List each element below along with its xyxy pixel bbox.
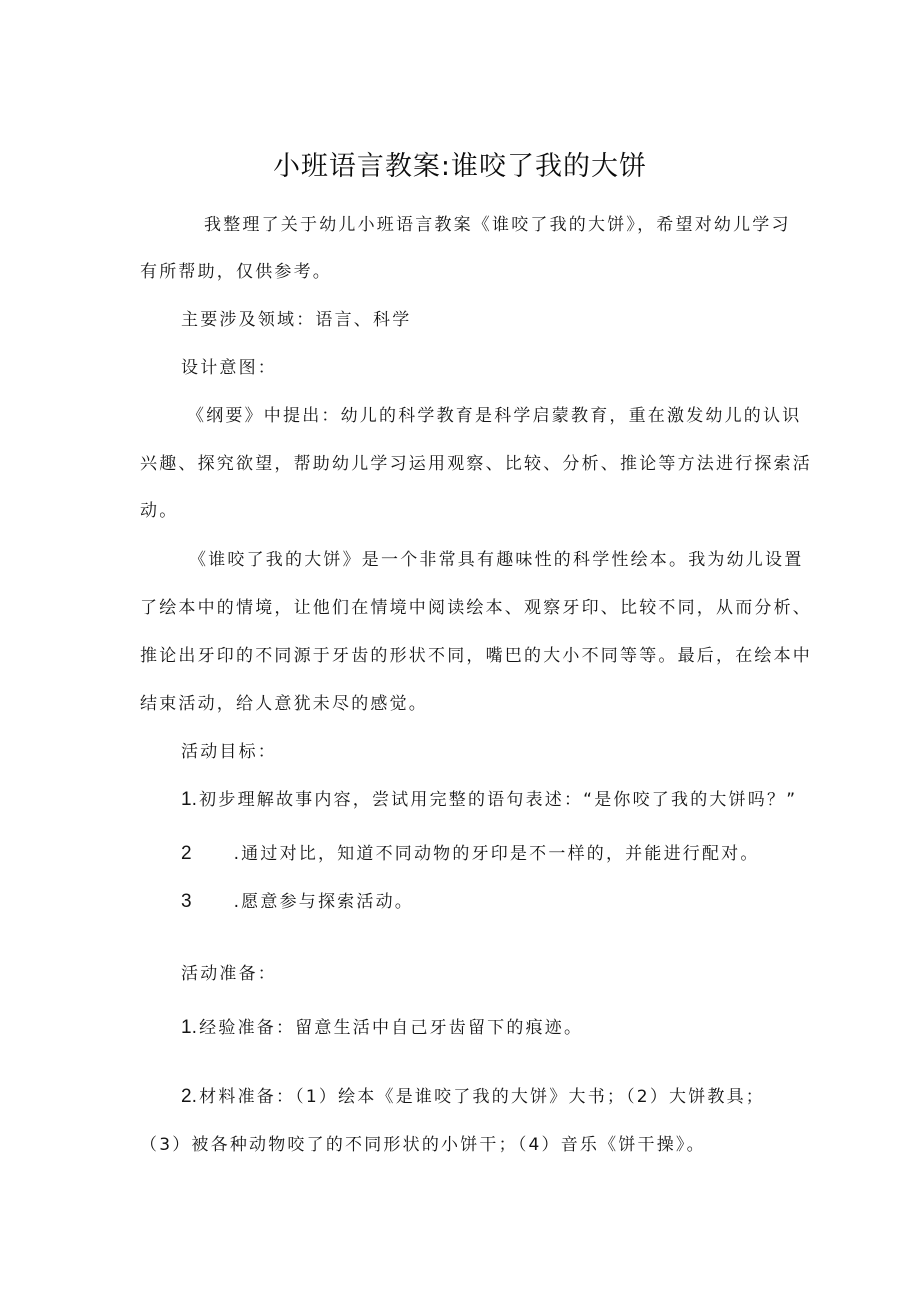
- goal-1-number: 1: [181, 789, 192, 810]
- intro-line-2: 有所帮助，仅供参考。: [140, 262, 332, 282]
- goal-3-text: .愿意参与探索活动。: [233, 892, 414, 912]
- domain-line: 主要涉及领域：语言、科学: [181, 310, 412, 330]
- design-heading: 设计意图：: [181, 358, 277, 378]
- document-title: 小班语言教案:谁咬了我的大饼: [272, 151, 648, 182]
- goal-3-number: 3: [181, 891, 192, 912]
- goal-item-2: [181, 839, 760, 865]
- paragraph-2-line-2: 了绘本中的情境，让他们在情境中阅读绘本、观察牙印、比较不同，从而分析、: [140, 598, 812, 618]
- goal-1-text: .初步理解故事内容，尝试用完整的语句表述：“是你咬了我的大饼吗？”: [191, 790, 798, 810]
- paragraph-2-line-1: 《谁咬了我的大饼》是一个非常具有趣味性的科学性绘本。我为幼儿设置: [189, 550, 804, 570]
- paragraph-1-line-1: 《纲要》中提出：幼儿的科学教育是科学启蒙教育，重在激发幼儿的认识: [187, 406, 802, 426]
- goal-2-text: .通过对比，知道不同动物的牙印是不一样的，并能进行配对。: [233, 844, 760, 864]
- prep-item-2: [181, 1082, 765, 1108]
- prep-1-text: .经验准备：留意生活中自己牙齿留下的痕迹。: [191, 1018, 584, 1038]
- goal-2-number: 2: [181, 843, 192, 864]
- prep-2-text: .材料准备：（1）绘本《是谁咬了我的大饼》大书；（2）大饼教具；: [191, 1087, 766, 1107]
- prep-heading: 活动准备：: [181, 964, 277, 984]
- prep-item-1: [181, 1013, 583, 1039]
- paragraph-2-line-4: 结束活动，给人意犹未尽的感觉。: [140, 694, 428, 714]
- prep-1-number: 1: [181, 1017, 192, 1038]
- goal-item-1: [181, 785, 797, 811]
- paragraph-1-line-2: 兴趣、探究欲望，帮助幼儿学习运用观察、比较、分析、推论等方法进行探索活: [140, 454, 812, 474]
- intro-line-1: 我整理了关于幼儿小班语言教案《谁咬了我的大饼》，希望对幼儿学习: [204, 215, 791, 235]
- paragraph-1-line-3: 动。: [140, 501, 179, 521]
- goal-item-3: [181, 887, 414, 913]
- goals-heading: 活动目标：: [181, 742, 277, 762]
- paragraph-2-line-3: 推论出牙印的不同源于牙齿的形状不同，嘴巴的大小不同等等。最后，在绘本中: [140, 646, 812, 666]
- prep-item-2-line-2: （3）被各种动物咬了的不同形状的小饼干；（4）音乐《饼干操》。: [140, 1135, 706, 1155]
- prep-2-number: 2: [181, 1086, 192, 1107]
